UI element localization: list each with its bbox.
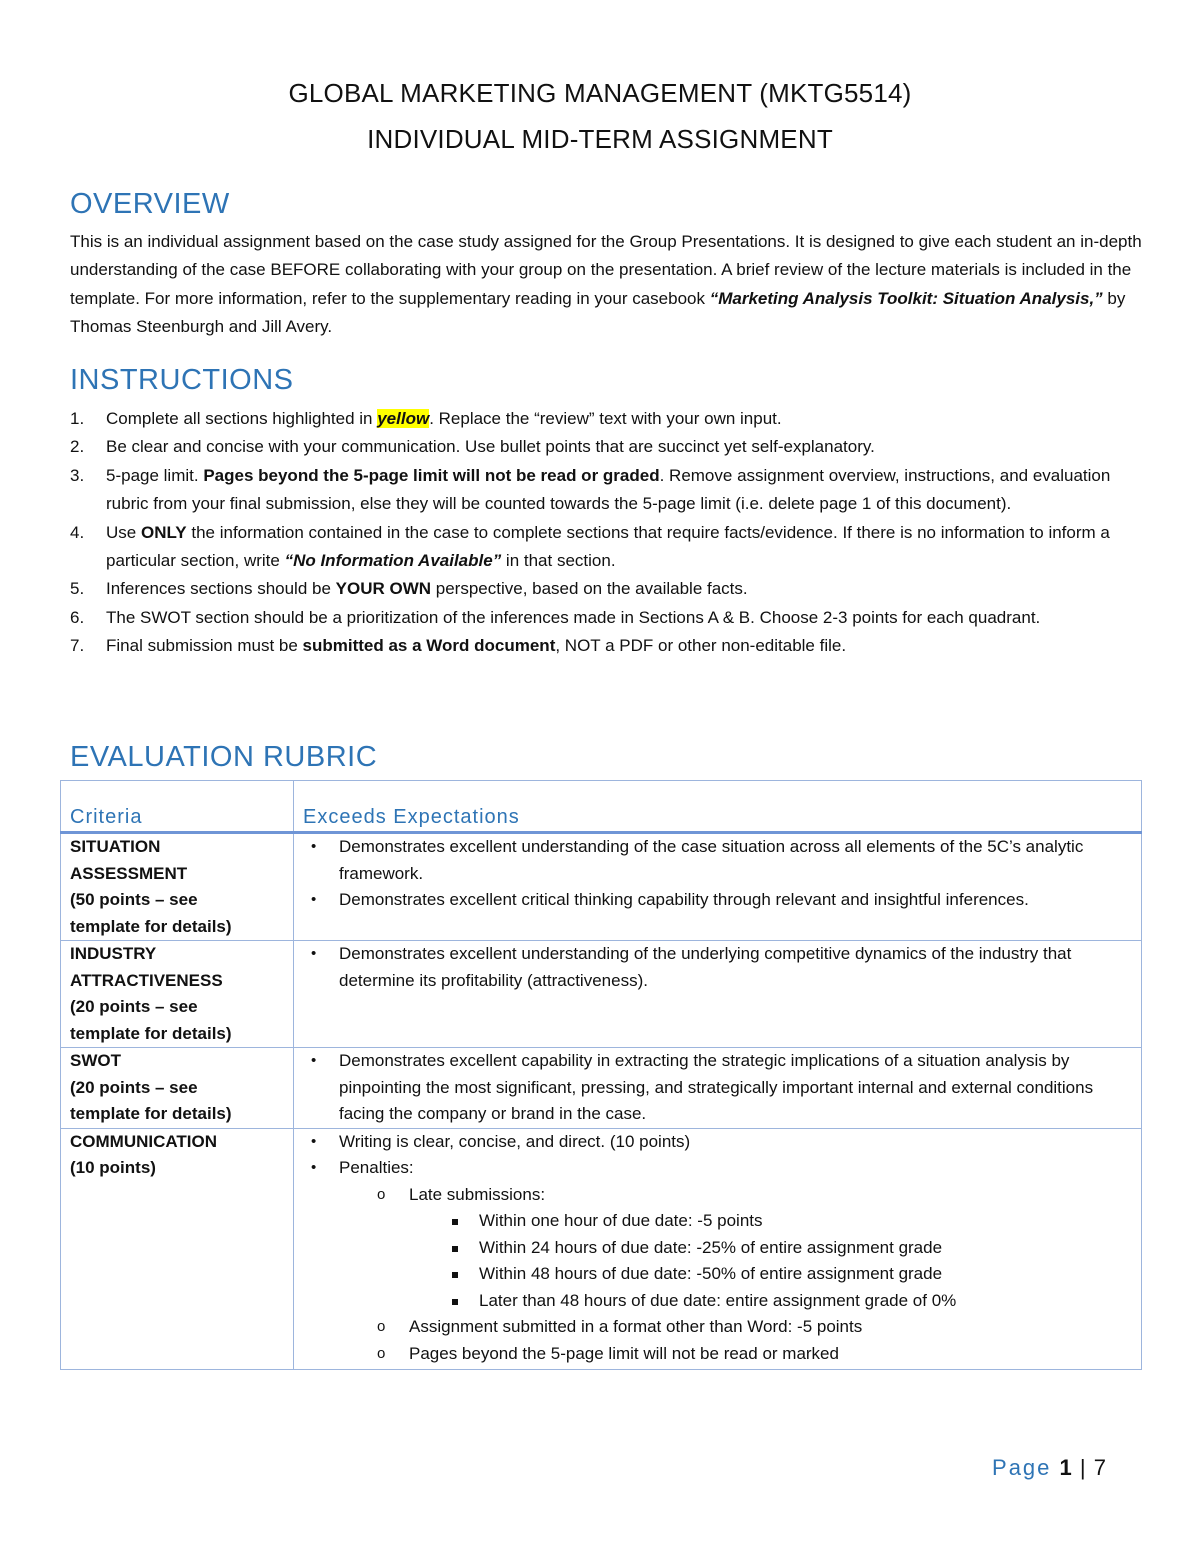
- table-row: [61, 941, 1142, 1048]
- reading-title: “Marketing Analysis Toolkit: Situation Analysis,”: [709, 288, 1103, 308]
- list-item: Within 24 hours of due date: -25% of entire assignment grade: [409, 1235, 1141, 1262]
- overview-heading: OVERVIEW: [70, 188, 230, 220]
- criteria-column-header: Criteria: [61, 781, 294, 833]
- instruction-item: [70, 604, 1140, 632]
- current-page-number: 1: [1059, 1455, 1072, 1480]
- rubric-heading: EVALUATION RUBRIC: [70, 741, 378, 773]
- page-separator: |: [1079, 1455, 1086, 1480]
- list-item: • Writing is clear, concise, and direct. (10 points): [303, 1129, 1141, 1156]
- table-header-row: [61, 781, 1142, 833]
- criteria-cell: [61, 1048, 294, 1129]
- list-item: o Pages beyond the 5-page limit will not be read or marked: [339, 1341, 1141, 1368]
- instruction-text: Use: [106, 522, 141, 542]
- criteria-line: template for details): [70, 1023, 232, 1043]
- instruction-text: Final submission must be: [106, 636, 303, 656]
- instruction-text: Inferences sections should be: [106, 579, 336, 599]
- criteria-line: (50 points – see: [70, 890, 198, 909]
- criteria-cell: [61, 833, 294, 941]
- list-item: Later than 48 hours of due date: entire assignment grade of 0%: [409, 1288, 1141, 1315]
- bullet-list: [303, 941, 1141, 994]
- list-item: Within one hour of due date: -5 points: [409, 1208, 1141, 1235]
- overview-paragraph: [70, 228, 1145, 342]
- list-item: • Demonstrates excellent understanding of the case situation across all elements of the 5C’s analytic framework.: [303, 834, 1141, 887]
- criteria-cell: [61, 1128, 294, 1369]
- sub-bullet-list: [339, 1182, 1141, 1368]
- criteria-cell: [61, 941, 294, 1048]
- instruction-item: [70, 632, 1140, 660]
- bullet-list: [303, 1048, 1141, 1128]
- list-item: o Assignment submitted in a format other than Word: -5 points: [339, 1314, 1141, 1341]
- instruction-number: 5.: [70, 579, 85, 599]
- instruction-text: Be clear and concise with your communication. Use bullet points that are succinct yet self-explanatory.: [106, 437, 875, 457]
- instruction-item: [70, 433, 1140, 461]
- instruction-item: [70, 575, 1140, 603]
- instruction-bold-italic: “No Information Available”: [284, 551, 502, 571]
- criteria-line: COMMUNICATION: [70, 1131, 217, 1151]
- instructions-list: [70, 405, 1140, 661]
- late-submissions-label: Late submissions:: [409, 1184, 546, 1204]
- instruction-text: the information contained in the case to complete sections that require facts/evidence. If there is no information to inform a particular section, write: [106, 522, 1110, 571]
- course-title: GLOBAL MARKETING MANAGEMENT (MKTG5514): [288, 78, 912, 108]
- criteria-line: SITUATION: [70, 837, 161, 856]
- table-row: [61, 1128, 1142, 1369]
- criteria-line: ATTRACTIVENESS: [70, 970, 223, 990]
- instruction-text: 5-page limit.: [106, 465, 204, 485]
- instruction-item: [70, 405, 1140, 433]
- instruction-number: 2.: [70, 437, 85, 457]
- table-row: [61, 1048, 1142, 1129]
- instruction-number: 6.: [70, 607, 85, 627]
- overview-text-end: by Thomas Steenburgh and Jill Avery.: [70, 288, 1126, 337]
- page-footer: [992, 1455, 1106, 1481]
- exceeds-column-header: Exceeds Expectations: [294, 781, 1142, 833]
- total-pages: 7: [1093, 1455, 1106, 1480]
- yellow-highlight: yellow: [377, 409, 430, 428]
- description-cell: [294, 1128, 1142, 1369]
- instruction-number: 1.: [70, 409, 85, 428]
- criteria-line: template for details): [70, 916, 232, 936]
- instruction-text: The SWOT section should be a prioritization of the inferences made in Sections A & B. Choose 2-3 points for each quadrant.: [106, 607, 1041, 627]
- list-item: Within 48 hours of due date: -50% of entire assignment grade: [409, 1261, 1141, 1288]
- list-item: • Demonstrates excellent capability in extracting the strategic implications of a situation analysis by pinpointing the most significant, pressing, and strategically important internal and external conditions facing the company or brand in the case.: [303, 1048, 1141, 1128]
- description-cell: [294, 941, 1142, 1048]
- criteria-line: INDUSTRY: [70, 944, 157, 963]
- instruction-text: . Remove assignment overview, instructions, and evaluation rubric from your final submission, else they will be counted towards the 5-page limit (i.e. delete page 1 of this document).: [106, 465, 1111, 514]
- overview-text: This is an individual assignment based on the case study assigned for the Group Presentations. It is designed to give each student an in-depth understanding of the case BEFORE collaborating with your group on the presentation. A brief review of the lecture materials is included in the template. For more information, refer to the supplementary reading in your casebook: [70, 232, 1142, 308]
- criteria-line: (20 points – see: [70, 997, 198, 1016]
- criteria-line: ASSESSMENT: [70, 863, 188, 883]
- criteria-line: (20 points – see: [70, 1077, 198, 1097]
- instruction-bold: YOUR OWN: [335, 579, 432, 599]
- evaluation-rubric-table: [60, 780, 1142, 1370]
- instruction-number: 7.: [70, 636, 85, 656]
- instruction-bold: Pages beyond the 5-page limit will not be read or graded: [203, 465, 660, 485]
- instruction-text: . Replace the “review” text with your own input.: [429, 409, 782, 428]
- instruction-text: , NOT a PDF or other non-editable file.: [555, 636, 847, 656]
- table-row: [61, 833, 1142, 941]
- criteria-line: template for details): [70, 1104, 232, 1123]
- sub-sub-bullet-list: [409, 1208, 1141, 1314]
- instruction-bold: ONLY: [140, 522, 187, 542]
- criteria-line: (10 points): [70, 1158, 156, 1177]
- instruction-text: Complete all sections highlighted in: [106, 409, 378, 428]
- instruction-text: in that section.: [501, 551, 616, 571]
- instruction-number: 3.: [70, 465, 85, 485]
- bullet-list: [303, 1129, 1141, 1368]
- criteria-line: SWOT: [70, 1051, 121, 1070]
- instruction-item: [70, 462, 1140, 519]
- instruction-bold: submitted as a Word document: [302, 636, 556, 656]
- page-label: Page: [992, 1455, 1052, 1480]
- list-item: [303, 1155, 1141, 1367]
- list-item: • Demonstrates excellent understanding of the underlying competitive dynamics of the industry that determine its profitability (attractiveness).: [303, 941, 1141, 994]
- list-item: [339, 1182, 1141, 1315]
- description-cell: [294, 1048, 1142, 1129]
- bullet-list: [303, 834, 1141, 914]
- penalties-label: Penalties:: [339, 1158, 414, 1177]
- instruction-text: perspective, based on the available facts.: [431, 579, 748, 599]
- instructions-heading: INSTRUCTIONS: [70, 364, 294, 396]
- description-cell: [294, 833, 1142, 941]
- instruction-number: 4.: [70, 522, 85, 542]
- assignment-title: INDIVIDUAL MID-TERM ASSIGNMENT: [367, 124, 833, 154]
- list-item: • Demonstrates excellent critical thinking capability through relevant and insightful inferences.: [303, 887, 1141, 914]
- instruction-item: [70, 519, 1140, 576]
